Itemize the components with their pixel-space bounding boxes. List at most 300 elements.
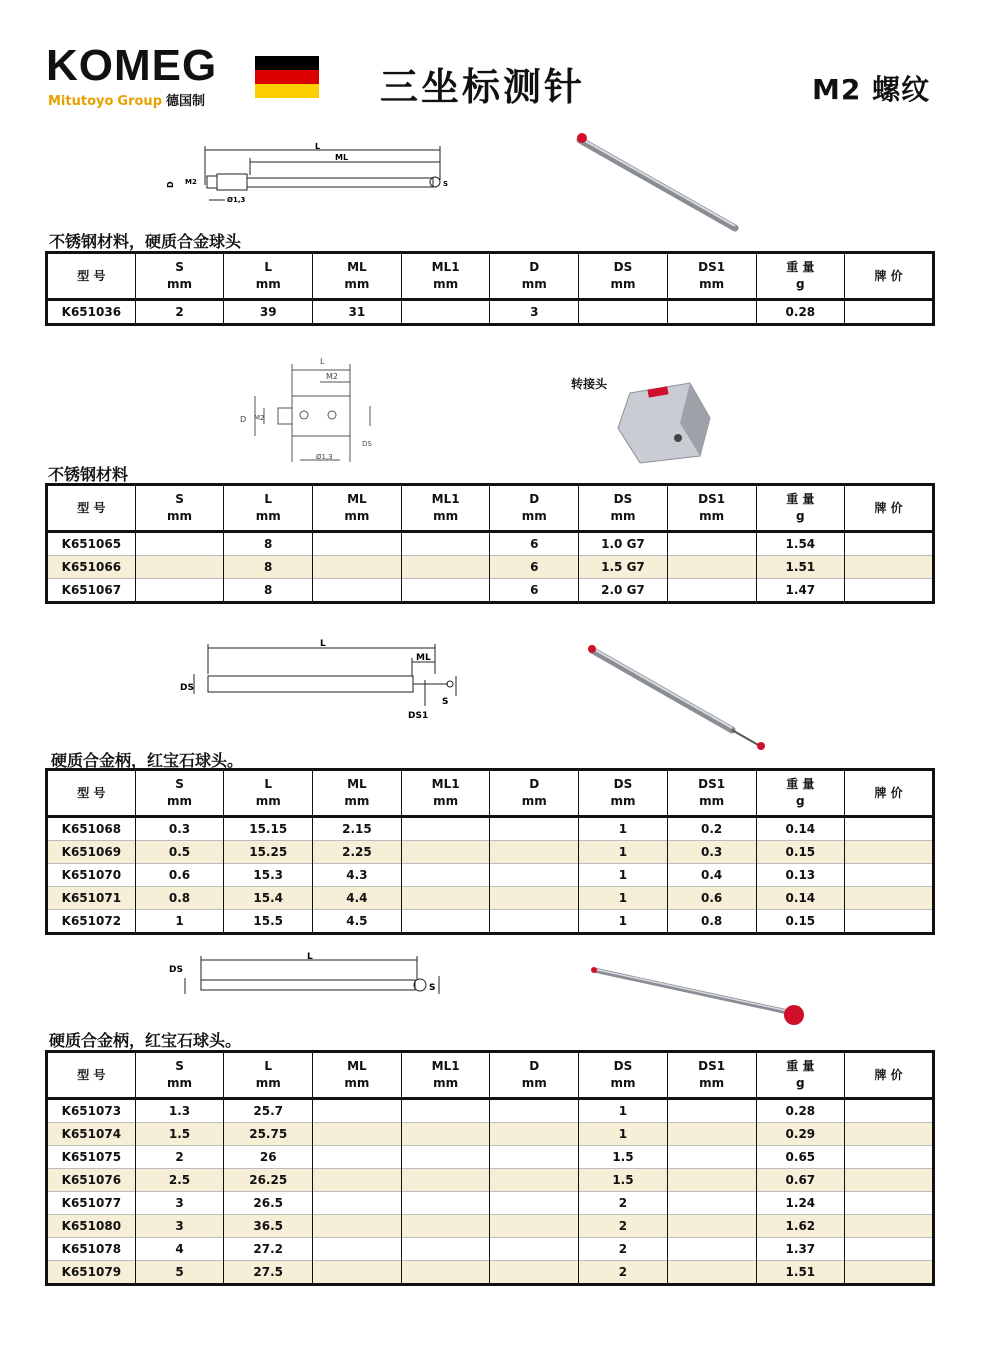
column-unit: mm <box>255 509 281 523</box>
table-cell: 0.4 <box>667 864 756 887</box>
column-unit: mm <box>167 794 193 808</box>
table-cell: 0.28 <box>756 1099 845 1123</box>
table-row <box>47 1215 934 1238</box>
table-cell: 6 <box>490 579 579 603</box>
section-2-caption: 不锈钢材料 <box>48 465 129 484</box>
column-header <box>47 253 136 300</box>
table-cell: 15.25 <box>224 841 313 864</box>
table-cell <box>313 532 402 556</box>
section-1-caption: 不锈钢材料，硬质合金球头 <box>49 232 242 251</box>
column-name: DS1 <box>698 260 726 274</box>
table-cell: 2 <box>579 1261 668 1285</box>
model-number-cell: K651080 <box>47 1215 136 1238</box>
table-cell: 15.3 <box>224 864 313 887</box>
adapter-photo <box>610 378 720 468</box>
model-number-cell: K651069 <box>47 841 136 864</box>
stylus-drawing-1 <box>165 140 455 210</box>
table-row <box>47 910 934 934</box>
table-cell: 0.65 <box>756 1146 845 1169</box>
column-header <box>756 1052 845 1099</box>
drawing3-label-ML: ML <box>416 653 431 663</box>
column-unit: mm <box>610 509 636 523</box>
table-cell <box>667 532 756 556</box>
stylus-photo-4 <box>588 960 818 1040</box>
table-cell: 8 <box>224 579 313 603</box>
table-cell: 3 <box>135 1192 224 1215</box>
table-cell: 25.75 <box>224 1123 313 1146</box>
table-cell <box>845 1169 934 1192</box>
mitutoyo-text: Mitutoyo <box>48 94 114 109</box>
column-name: 牌 价 <box>874 786 903 800</box>
column-unit: mm <box>699 1076 725 1090</box>
column-unit: mm <box>699 794 725 808</box>
model-number-cell: K651074 <box>47 1123 136 1146</box>
spec-table-1 <box>45 251 935 326</box>
table-cell <box>313 1169 402 1192</box>
table-cell <box>845 579 934 603</box>
model-number-cell: K651066 <box>47 556 136 579</box>
table-cell <box>490 1123 579 1146</box>
table-cell: 0.5 <box>135 841 224 864</box>
table-cell <box>845 1099 934 1123</box>
drawing4-label-DS: DS <box>169 965 183 975</box>
table-cell: 6 <box>490 532 579 556</box>
table-row <box>47 1099 934 1123</box>
german-flag <box>255 56 319 98</box>
column-name: 重 量 <box>786 1059 815 1073</box>
table-cell <box>135 556 224 579</box>
table-cell <box>845 1215 934 1238</box>
table-cell <box>667 1146 756 1169</box>
column-name: ML1 <box>431 777 460 791</box>
table-cell: 1.51 <box>756 1261 845 1285</box>
table-cell <box>845 1146 934 1169</box>
column-name: 型 号 <box>77 1068 106 1082</box>
table-cell: 1.62 <box>756 1215 845 1238</box>
adapter-photo-label: 转接头 <box>571 377 608 391</box>
drawing4-label-S: S <box>429 983 436 993</box>
table-cell: 1 <box>579 1099 668 1123</box>
table-cell: 4 <box>135 1238 224 1261</box>
table-cell: 15.5 <box>224 910 313 934</box>
column-name: ML1 <box>431 1059 460 1073</box>
column-header <box>845 485 934 532</box>
column-header <box>579 1052 668 1099</box>
table-cell: 0.8 <box>135 887 224 910</box>
table-cell: 1.5 <box>579 1169 668 1192</box>
column-unit: g <box>796 277 805 291</box>
table-cell <box>135 579 224 603</box>
column-header <box>224 1052 313 1099</box>
table-cell <box>579 300 668 325</box>
table-cell <box>313 1099 402 1123</box>
table-cell <box>313 579 402 603</box>
column-name: D <box>529 777 540 791</box>
table-cell <box>490 1169 579 1192</box>
adapter-label-M2-top: M2 <box>326 372 338 381</box>
table-cell <box>845 1192 934 1215</box>
model-number-cell: K651079 <box>47 1261 136 1285</box>
table-row <box>47 1261 934 1285</box>
drawing-label-D: D <box>166 181 175 188</box>
column-header <box>667 253 756 300</box>
table-cell: 0.6 <box>667 887 756 910</box>
column-name: DS1 <box>698 777 726 791</box>
column-unit: mm <box>521 509 547 523</box>
table-cell <box>667 1238 756 1261</box>
model-number-cell: K651071 <box>47 887 136 910</box>
table-cell <box>135 532 224 556</box>
table-cell: 0.13 <box>756 864 845 887</box>
brand-subtitle <box>48 90 205 109</box>
drawing-label-ML: ML <box>335 153 349 162</box>
table-row <box>47 300 934 325</box>
column-unit: mm <box>433 277 459 291</box>
table-cell: 2.15 <box>313 817 402 841</box>
column-name: D <box>529 260 540 274</box>
table-row <box>47 841 934 864</box>
column-header <box>47 770 136 817</box>
table-cell <box>401 300 490 325</box>
column-name: S <box>175 260 184 274</box>
drawing-label-hole: Ø1,3 <box>227 196 246 204</box>
column-unit: mm <box>433 1076 459 1090</box>
column-name: DS <box>613 1059 633 1073</box>
group-text: Group <box>117 94 162 109</box>
table-cell <box>401 1169 490 1192</box>
column-header <box>845 1052 934 1099</box>
column-header <box>224 770 313 817</box>
column-unit: g <box>796 794 805 808</box>
table-cell: 0.14 <box>756 887 845 910</box>
column-name: DS <box>613 260 633 274</box>
table-cell <box>401 910 490 934</box>
table-cell: 15.15 <box>224 817 313 841</box>
table-cell <box>667 1099 756 1123</box>
column-header <box>401 1052 490 1099</box>
table-cell: 0.6 <box>135 864 224 887</box>
table-cell <box>490 864 579 887</box>
spec-table-2 <box>45 483 935 604</box>
column-name: DS <box>613 777 633 791</box>
table-cell <box>490 1215 579 1238</box>
drawing4-label-L: L <box>307 952 313 962</box>
table-cell <box>490 887 579 910</box>
drawing-label-S: S <box>443 180 449 188</box>
table-cell: 2.25 <box>313 841 402 864</box>
table-cell: 1 <box>579 817 668 841</box>
column-name: 重 量 <box>786 492 815 506</box>
column-header <box>579 253 668 300</box>
column-name: 牌 价 <box>874 1068 903 1082</box>
model-number-cell: K651068 <box>61 822 122 836</box>
column-name: DS1 <box>698 492 726 506</box>
table-cell <box>845 841 934 864</box>
table-cell <box>667 1169 756 1192</box>
table-cell <box>401 556 490 579</box>
table-cell <box>667 1215 756 1238</box>
column-header <box>579 485 668 532</box>
table-row <box>47 1146 934 1169</box>
table-cell <box>490 1146 579 1169</box>
table-cell: 0.15 <box>756 910 845 934</box>
table-cell: 2 <box>579 1238 668 1261</box>
column-header <box>490 1052 579 1099</box>
table-row <box>47 556 934 579</box>
model-number-cell: K651077 <box>47 1192 136 1215</box>
drawing-label-L: L <box>315 142 321 151</box>
table-row <box>47 887 934 910</box>
column-header <box>667 1052 756 1099</box>
table-cell: 1 <box>579 887 668 910</box>
column-header <box>490 253 579 300</box>
table-cell: 1.37 <box>756 1238 845 1261</box>
adapter-drawing <box>230 352 390 472</box>
table-cell: 3 <box>135 1215 224 1238</box>
column-header <box>756 770 845 817</box>
column-name: ML <box>347 777 367 791</box>
column-unit: mm <box>255 277 281 291</box>
column-unit: mm <box>433 794 459 808</box>
table-cell: 2.5 <box>135 1169 224 1192</box>
column-unit: mm <box>521 277 547 291</box>
column-name: 牌 价 <box>874 501 903 515</box>
column-header <box>579 770 668 817</box>
table-cell <box>667 300 756 325</box>
table-cell <box>401 579 490 603</box>
table-cell: 0.3 <box>667 841 756 864</box>
table-cell <box>313 1192 402 1215</box>
table-cell <box>845 910 934 934</box>
made-in-germany-text: 德国制 <box>166 94 206 109</box>
table-cell: 2 <box>579 1215 668 1238</box>
column-header <box>401 770 490 817</box>
table-cell <box>490 1099 579 1123</box>
adapter-label-L: L <box>320 357 325 366</box>
model-number-cell: K651073 <box>61 1104 122 1118</box>
stylus-photo-3 <box>584 640 774 755</box>
column-name: D <box>529 1059 540 1073</box>
model-number-cell: K651075 <box>47 1146 136 1169</box>
column-unit: mm <box>610 1076 636 1090</box>
drawing-label-M2: M2 <box>185 178 197 186</box>
column-header <box>313 1052 402 1099</box>
table-row <box>47 532 934 556</box>
table-cell: 0.67 <box>756 1169 845 1192</box>
table-cell: 0.8 <box>667 910 756 934</box>
column-name: 重 量 <box>786 260 815 274</box>
table-cell: 27.5 <box>224 1261 313 1285</box>
table-cell: 8 <box>224 532 313 556</box>
table-cell <box>401 1261 490 1285</box>
column-header <box>313 253 402 300</box>
model-number-cell: K651078 <box>47 1238 136 1261</box>
column-unit: mm <box>167 509 193 523</box>
column-header <box>47 485 136 532</box>
column-unit: mm <box>255 1076 281 1090</box>
table-cell: 1 <box>579 864 668 887</box>
table-cell: 36.5 <box>224 1215 313 1238</box>
table-cell <box>313 1215 402 1238</box>
table-row <box>47 817 934 841</box>
table-cell <box>401 1099 490 1123</box>
drawing3-label-S: S <box>442 697 449 707</box>
model-number-cell: K651076 <box>47 1169 136 1192</box>
table-cell: 8 <box>224 556 313 579</box>
table-cell: 0.15 <box>756 841 845 864</box>
column-name: 型 号 <box>77 786 106 800</box>
table-row <box>47 864 934 887</box>
table-cell <box>401 887 490 910</box>
column-name: L <box>264 492 273 506</box>
column-header <box>135 485 224 532</box>
table-cell <box>490 817 579 841</box>
column-name: D <box>529 492 540 506</box>
table-cell <box>845 556 934 579</box>
stylus-drawing-3 <box>180 636 470 726</box>
section-3-caption: 硬质合金柄，红宝石球头。 <box>51 751 244 770</box>
model-number-cell: K651072 <box>47 910 136 934</box>
column-name: L <box>264 260 273 274</box>
column-name: ML1 <box>431 260 460 274</box>
column-header <box>667 485 756 532</box>
table-cell <box>313 1261 402 1285</box>
column-name: S <box>175 492 184 506</box>
table-cell <box>845 1261 934 1285</box>
table-cell <box>313 556 402 579</box>
table-cell: 2 <box>135 1146 224 1169</box>
table-cell <box>313 1238 402 1261</box>
column-unit: mm <box>521 1076 547 1090</box>
column-header <box>135 770 224 817</box>
column-unit: mm <box>610 794 636 808</box>
table-cell <box>401 864 490 887</box>
table-cell: 4.4 <box>313 887 402 910</box>
column-name: ML1 <box>431 492 460 506</box>
table-cell <box>313 1146 402 1169</box>
table-cell: 4.5 <box>313 910 402 934</box>
table-cell <box>667 1192 756 1215</box>
table-cell <box>401 1215 490 1238</box>
table-cell <box>845 887 934 910</box>
drawing3-label-DS1: DS1 <box>408 711 429 721</box>
spec-table-4 <box>45 1050 935 1286</box>
column-header <box>490 770 579 817</box>
table-cell: 1 <box>579 841 668 864</box>
column-name: 重 量 <box>786 777 815 791</box>
column-name: 型 号 <box>77 269 106 283</box>
table-cell <box>845 817 934 841</box>
table-cell: 26.25 <box>224 1169 313 1192</box>
table-cell: 0.2 <box>667 817 756 841</box>
table-cell: 1.51 <box>756 556 845 579</box>
column-unit: mm <box>167 1076 193 1090</box>
table-cell <box>667 1261 756 1285</box>
table-cell <box>845 300 934 325</box>
column-unit: mm <box>344 277 370 291</box>
table-cell: 2.0 G7 <box>579 579 668 603</box>
table-cell: 1.3 <box>135 1099 224 1123</box>
table-cell <box>401 532 490 556</box>
column-name: S <box>175 777 184 791</box>
column-unit: mm <box>344 509 370 523</box>
table-cell <box>401 1146 490 1169</box>
adapter-label-hole: Ø1,3 <box>316 453 333 461</box>
table-cell <box>667 579 756 603</box>
column-unit: mm <box>344 1076 370 1090</box>
table-cell <box>490 1238 579 1261</box>
model-number-cell: K651036 <box>61 305 122 319</box>
column-name: DS1 <box>698 1059 726 1073</box>
table-cell <box>845 532 934 556</box>
column-name: L <box>264 1059 273 1073</box>
adapter-label-M2-side: M2 <box>254 414 265 422</box>
table-cell: 0.3 <box>135 817 224 841</box>
column-header <box>47 1052 136 1099</box>
column-header <box>845 253 934 300</box>
column-name: 牌 价 <box>874 269 903 283</box>
column-header <box>135 253 224 300</box>
table-cell: 3 <box>490 300 579 325</box>
table-cell: 1.5 <box>579 1146 668 1169</box>
table-cell: 1 <box>579 1123 668 1146</box>
table-cell <box>490 1192 579 1215</box>
table-cell <box>667 556 756 579</box>
column-unit: g <box>796 1076 805 1090</box>
brand-logo: KOMEG <box>46 41 218 90</box>
column-name: DS <box>613 492 633 506</box>
table-cell: 0.29 <box>756 1123 845 1146</box>
table-cell: 1.5 <box>135 1123 224 1146</box>
table-cell: 1 <box>135 910 224 934</box>
table-cell: 4.3 <box>313 864 402 887</box>
table-cell: 1.54 <box>756 532 845 556</box>
column-name: ML <box>347 492 367 506</box>
drawing3-label-DS: DS <box>180 683 194 693</box>
column-name: ML <box>347 1059 367 1073</box>
table-cell <box>490 1261 579 1285</box>
table-cell: 5 <box>135 1261 224 1285</box>
column-unit: mm <box>344 794 370 808</box>
table-row <box>47 579 934 603</box>
section-4-caption: 硬质合金柄，红宝石球头。 <box>49 1031 242 1050</box>
column-unit: mm <box>610 277 636 291</box>
stylus-photo-1 <box>570 128 750 238</box>
column-unit: mm <box>699 509 725 523</box>
column-header <box>224 485 313 532</box>
table-cell: 1.0 G7 <box>579 532 668 556</box>
model-number-cell: K651070 <box>47 864 136 887</box>
column-unit: g <box>796 509 805 523</box>
column-header <box>224 253 313 300</box>
table-cell: 1.47 <box>756 579 845 603</box>
table-row <box>47 1192 934 1215</box>
stylus-drawing-4 <box>165 950 455 1006</box>
table-row <box>47 1169 934 1192</box>
column-unit: mm <box>699 277 725 291</box>
table-cell: 1.5 G7 <box>579 556 668 579</box>
table-cell <box>845 864 934 887</box>
column-unit: mm <box>255 794 281 808</box>
table-cell: 2 <box>135 300 224 325</box>
column-header <box>401 253 490 300</box>
column-header <box>756 253 845 300</box>
table-cell: 1 <box>579 910 668 934</box>
column-header <box>401 485 490 532</box>
table-cell: 0.14 <box>756 817 845 841</box>
table-cell: 25.7 <box>224 1099 313 1123</box>
table-cell <box>313 1123 402 1146</box>
